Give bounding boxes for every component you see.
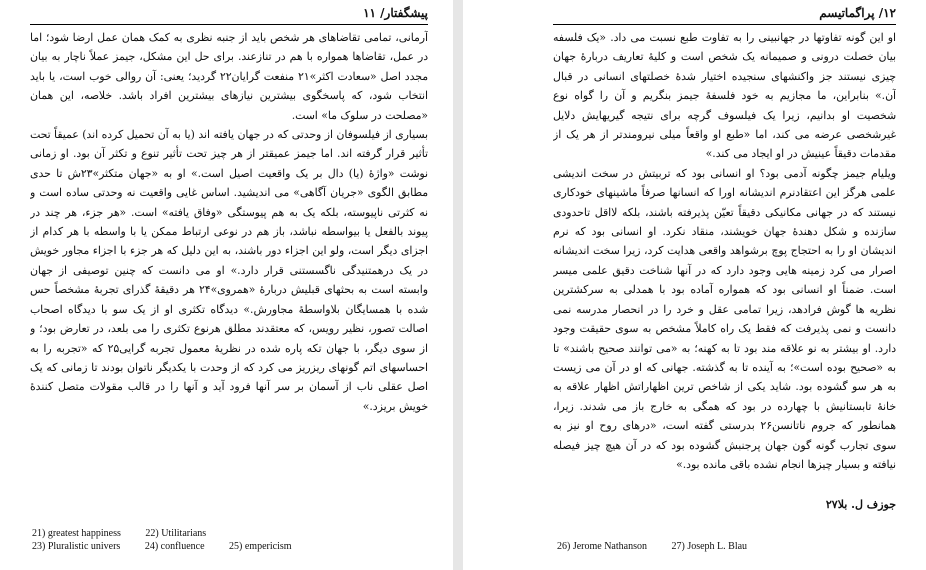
right-page-header-title: ۱۲/ پراگماتیسم <box>819 6 896 20</box>
right-footnote-row-1 <box>557 540 897 553</box>
footnote-21: 21) greatest happiness <box>32 528 121 539</box>
footnote-26: 26) Jerome Nathanson <box>557 541 647 552</box>
left-footnote-row-2 <box>32 540 432 553</box>
footnote-22: 22) Utilitarians <box>145 528 207 539</box>
right-page <box>463 0 926 570</box>
right-page-footnotes <box>557 540 897 553</box>
left-page-footnotes <box>32 527 432 553</box>
right-paragraph-1: او این گونه تفاوتها در جهانبینی را به تفاوت طبع نسبت می داد. «یک فلسفه بیان خصلت درونی و صمیمانه یک شخص است و کلیهٔ تعاریف دربارهٔ جهان چیزی نیستند جز واکنشهای سنجیده اختیار شدهٔ خصلتهای انسانی در قبال آن.» بنابراین، ما مجازیم به خود فلسفهٔ جیمز بنگریم و آن را گواه نوع شخصیت او بدانیم، زیرا یک فیلسوف گرچه برای نتیجه گیریهایش دلایل غیرشخصی عرضه می کند، اما «طبع او واقعاً میلی نیرومندتر از هر یک از مقدمات دقیقاً عینیش در او ایجاد می کند.» <box>553 31 896 161</box>
left-page-header <box>30 4 428 22</box>
footnote-24: 24) confluence <box>144 541 205 552</box>
left-paragraph-2: بسیاری از فیلسوفان از وحدتی که در جهان یافته اند (یا به آن تحمیل کرده اند) عمیقاً تحت تأثیر قرار گرفته اند. اما جیمز عمیقتر از هر چیز تحت تأثیر تنوع و تکثر آن بود. او زمانی نوشت «واژهٔ (یا) دال بر یک واقعیت اصیل است.» او به «جهان متکثر»۲۳ش تا حدی مطابق الگوی «جریان آگاهی» می اندیشید. اساس غایی واقعیت نه وحدتی ساده است و نه کثرتی ناپیوسته، بلکه یک به هم پیوستگی «وفاق یافته» است. «هر جزء، هر چند در پیوند بالفعل یا بیواسطه نباشد، باز هم در نوعی ارتباط ممکن یا با واسطه با هر کدام از اجزای دیگر است، ولو این اجزاء دور باشند، به این دلیل که هر جزء با اجزاء مجاور خویش در یک درهمتنیدگی ناگسستنی قرار دارد.» او می دانست که چنین توصیفی از جهان وابسته است به بحثهای قبلیش دربارهٔ «همروی»۲۴ هر دقیقهٔ گذرای تجربهٔ مشخصاً حس شده با همسایگان بلاواسطهٔ مجاورش.» دیدگاه تکثری او از یک سو با دیدگاه اصحاب اصالت تصور، نظیر رویس، که معتقدند مطلق هرنوع تکثری را می بلعد، در تعارض بود؛ و از سوی دیگر، با جهان تکه پاره شده در نظریهٔ معمول تجربه گرایی۲۵ که «تجربه را به احساسهای اتم گونهای ریزریز می کرد که از وحدت با یکدیگر ناتوان بودند تا زمانی که یک اصل عقلی ناب از آسمان بر سر آنها فرود آید و آنها را در قالب مقولات متصل کنندهٔ خویش بریزد.» <box>30 128 428 413</box>
left-page-header-rule <box>30 24 428 25</box>
footnote-23: 23) Pluralistic univers <box>32 541 121 552</box>
footnote-25: 25) empericism <box>229 541 292 552</box>
author-signature: جوزف ل. بلا۲۷ <box>825 498 896 511</box>
right-page-header <box>553 4 896 22</box>
left-page-header-title: پیشگفتار/ ۱۱ <box>363 6 428 20</box>
left-paragraph-1: آرمانی، تمامی تقاضاهای هر شخص باید از جنبه نظری به کمک همان عمل ارضا شود؛ اما در عمل، تقاضاها همواره با هم در تنازعند. برای حل این مشکل، جیمز عملاً ناچار به بیان مجدد اصل «سعادت اکثر»۲۱ منفعت گرایان۲۲ گردید؛ یعنی: آن روالی خوب است، یا باید انتخاب شود، که پاسخگوی بیشترین نیازهای بیشترین افراد باشد. خلاصه، این همان «مصلحت در سلوک ما» است. <box>30 31 428 122</box>
left-footnote-row-1 <box>32 527 432 540</box>
right-page-body <box>553 28 896 498</box>
footnote-27: 27) Joseph L. Blau <box>671 541 748 552</box>
right-page-header-rule <box>553 24 896 25</box>
left-page-body <box>30 28 428 498</box>
right-paragraph-2: ویلیام جیمز چگونه آدمی بود؟ او انسانی بود که تربیتش در سخت اندیشی علمی هرگز این اعتقادنرم اندیشانه اورا که انسانها صرفاً ماشینهای خودکاری نیستند که در جهانی مکانیکی دقیقاً تعیّن پذیرفته باشند، بلکه لااقل تاحدودی سازنده و شکل دهندهٔ جهان خویشند، منقاد نکرد. او انسانی بود که نرم اندیشان او را به احتجاج پوچ برشواهد واقعی هدایت کرد، زیرا سخت اندیشانه اصرار می کرد زمینه هایی وجود دارد که در آنها شناخت دقیق علمی میسر است. ضمناً او انسانی بود که همواره آماده بود با همدلی به سرکشترین نظریه ها گوش فرادهد، زیرا تمامی عقل و خرد را در انحصار مدرسه نمی دانست و نمی پذیرفت که فقط یک راه کاملاً مشخص به سوی حقیقت وجود دارد. او بیشتر به نو علاقه مند بود تا به کهنه؛ به «می توانند صحیح باشند» تا به «صحیح بوده است»؛ به آینده تا به گذشته. جهانی که او در آن می زیست به هر سو گشوده بود. شاید یکی از شاخص ترین اظهاراتش اظهار علاقه به خانهٔ تابستانیش با چهارده در بود که همگی به خارج باز می شدند. زیرا، همانطور که جروم ناتانسن۲۶ بدرستی گفته است، «درهای روح او نیز به سوی تجارب گونه گون جهان پرجنبش گشوده بود که در آن هیچ چیز فیصله نیافته و بسیار چیزها انجام نشده باقی مانده بود.» <box>553 166 896 471</box>
